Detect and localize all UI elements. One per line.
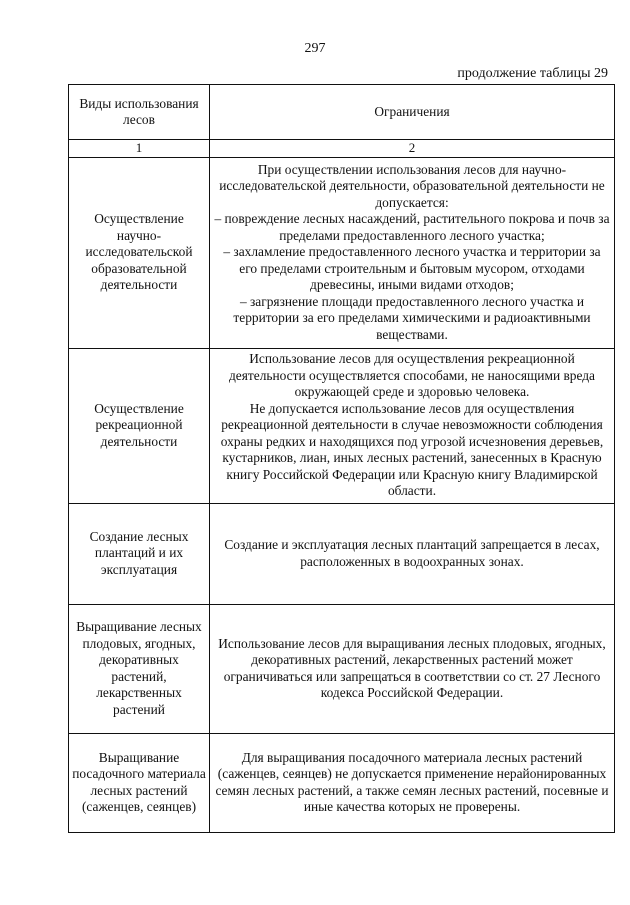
restriction-cell [210,733,615,832]
restriction-text: Для выращивания посадочного материала лесных растений (саженцев, сеянцев) не допускается применение нерайонированных семян лесных растений, а также семян лесных растений, посевные и иные качества которых не проверены. [215,749,609,814]
table-row [69,503,615,604]
column-number-1: 1 [69,140,210,158]
restriction-text: При осуществлении использования лесов для научно-исследовательской деятельности, образовательной деятельности не допускается: [219,161,605,210]
restriction-cell [210,157,615,348]
restriction-cell [210,503,615,604]
restriction-text: Использование лесов для осуществления рекреационной деятельности осуществляется способами, не наносящими вреда окружающей среде и здоровью человека. [228,351,595,400]
forest-use-type: Создание лесных плантаций и их эксплуатация [69,503,210,604]
table-row [69,157,615,348]
restrictions-table [68,84,615,833]
forest-use-type: Осуществление рекреационной деятельности [69,348,210,503]
restriction-cell [210,604,615,733]
table-row [69,348,615,503]
column-number-row [69,140,615,158]
header-restrictions: Ограничения [210,85,615,140]
restriction-text: Не допускается использование лесов для осуществления рекреационной деятельности в случае невозможности соблюдения охраны редких и находящихся под угрозой исчезновения деревьев, кустарников, лиан, иных лесных растений, занесенных в Красную книгу Российской Федерации или Красную книгу Владимирской области. [220,400,604,499]
header-forest-use-types: Виды использования лесов [69,85,210,140]
table-row [69,733,615,832]
table-header-row [69,85,615,140]
column-number-2: 2 [210,140,615,158]
restriction-text: Создание и эксплуатация лесных плантаций запрещается в лесах, расположенных в водоохранных зонах. [224,537,600,569]
forest-use-type: Осуществление научно-исследовательской образовательной деятельности [69,157,210,348]
restriction-text: Использование лесов для выращивания лесных плодовых, ягодных, декоративных растений, лекарственных растений может ограничиваться или запрещаться в соответствии со ст. 27 Лесного кодекса Российской Федерации. [218,635,606,700]
table-continuation-caption: продолжение таблицы 29 [457,66,608,81]
restriction-text: – загрязнение площади предоставленного лесного участка и территории за его пределами химическими и радиоактивными веществами. [233,293,591,342]
restriction-text: – захламление предоставленного лесного участка и территории за его пределами строительным и бытовым мусором, отходами древесины, иными видами отходов; [223,244,601,293]
table-row [69,604,615,733]
forest-use-type: Выращивание лесных плодовых, ягодных, декоративных растений, лекарственных растений [69,604,210,733]
restriction-cell [210,348,615,503]
restriction-text: – повреждение лесных насаждений, растительного покрова и почв за пределами предоставленного лесного участка; [214,211,610,243]
page-number: 297 [304,41,326,56]
forest-use-type: Выращивание посадочного материала лесных растений (саженцев, сеянцев) [69,733,210,832]
